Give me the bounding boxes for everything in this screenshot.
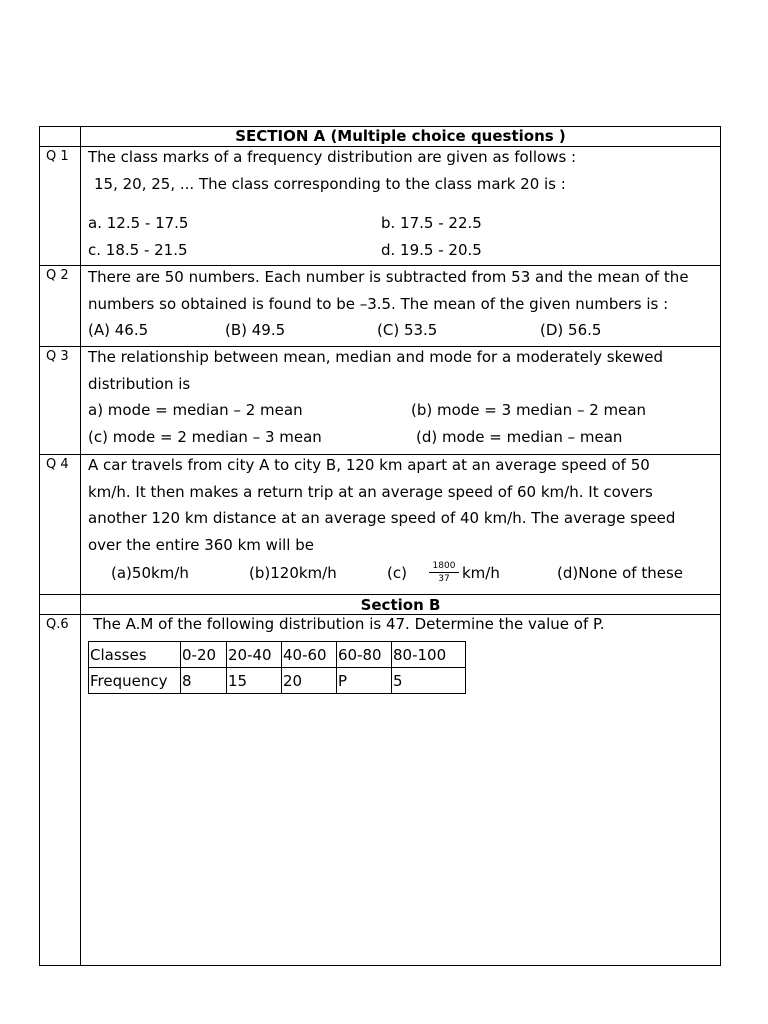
option-a: (A) 46.5 <box>88 321 149 339</box>
table-cell: Frequency <box>89 668 181 694</box>
row-divider <box>39 146 721 147</box>
question-text: The A.M of the following distribution is 47. Determine the value of P. <box>93 615 605 633</box>
option-d: (d)None of these <box>557 564 684 582</box>
row-divider <box>39 265 721 266</box>
table-cell: 5 <box>392 668 466 694</box>
option-a: (a)50km/h <box>111 564 189 582</box>
question-number: Q 3 <box>46 349 69 364</box>
option-d: (D) 56.5 <box>540 321 602 339</box>
question-number: Q 4 <box>46 457 69 472</box>
question-text: km/h. It then makes a return trip at an average speed of 60 km/h. It covers <box>88 483 653 501</box>
question-number: Q 1 <box>46 149 69 164</box>
option-c-unit: km/h <box>462 564 500 582</box>
table-cell: 15 <box>227 668 282 694</box>
option-b: (b)120km/h <box>249 564 337 582</box>
table-cell: 20-40 <box>227 642 282 668</box>
question-number: Q 2 <box>46 268 69 283</box>
table-cell: P <box>337 668 392 694</box>
section-a-title: SECTION A (Multiple choice questions ) <box>235 127 566 145</box>
fraction-numerator: 1800 <box>432 561 456 571</box>
question-number: Q.6 <box>46 617 69 632</box>
question-text: distribution is <box>88 375 191 393</box>
question-text: A car travels from city A to city B, 120 km apart at an average speed of 50 <box>88 456 650 474</box>
table-cell: 8 <box>181 668 227 694</box>
option-d: d. 19.5 - 20.5 <box>381 241 482 259</box>
table-row <box>89 668 466 694</box>
question-text: The class marks of a frequency distribution are given as follows : <box>88 148 577 166</box>
question-text: numbers so obtained is found to be –3.5. The mean of the given numbers is : <box>88 295 669 313</box>
distribution-table <box>88 641 466 694</box>
question-text: There are 50 numbers. Each number is subtracted from 53 and the mean of the <box>88 268 689 286</box>
table-cell: 60-80 <box>337 642 392 668</box>
option-a: a. 12.5 - 17.5 <box>88 214 189 232</box>
question-text: another 120 km distance at an average speed of 40 km/h. The average speed <box>88 509 676 527</box>
question-text: over the entire 360 km will be <box>88 536 314 554</box>
table-cell: 80-100 <box>392 642 466 668</box>
option-c: (c) mode = 2 median – 3 mean <box>88 428 322 446</box>
option-c: c. 18.5 - 21.5 <box>88 241 188 259</box>
row-divider <box>39 346 721 347</box>
option-b: (B) 49.5 <box>225 321 286 339</box>
fraction-denominator: 37 <box>438 574 450 584</box>
section-b-title: Section B <box>360 596 441 614</box>
option-c: (C) 53.5 <box>377 321 438 339</box>
table-cell: 40-60 <box>282 642 337 668</box>
frame-bottom-border <box>39 965 721 966</box>
fraction-bar <box>429 572 459 573</box>
table-cell: 20 <box>282 668 337 694</box>
row-divider <box>39 594 721 595</box>
frame-column-divider <box>80 126 81 966</box>
frame-right-border <box>720 126 721 966</box>
question-text: The relationship between mean, median and mode for a moderately skewed <box>88 348 663 366</box>
option-a: a) mode = median – 2 mean <box>88 401 303 419</box>
option-d: (d) mode = median – mean <box>416 428 623 446</box>
option-b: (b) mode = 3 median – 2 mean <box>411 401 647 419</box>
option-c-label: (c) <box>387 564 407 582</box>
row-divider <box>39 454 721 455</box>
table-cell: 0-20 <box>181 642 227 668</box>
table-row <box>89 642 466 668</box>
frame-left-border <box>39 126 40 966</box>
table-cell: Classes <box>89 642 181 668</box>
question-text: 15, 20, 25, ... The class corresponding to the class mark 20 is : <box>94 175 566 193</box>
fraction <box>429 561 459 584</box>
option-b: b. 17.5 - 22.5 <box>381 214 482 232</box>
